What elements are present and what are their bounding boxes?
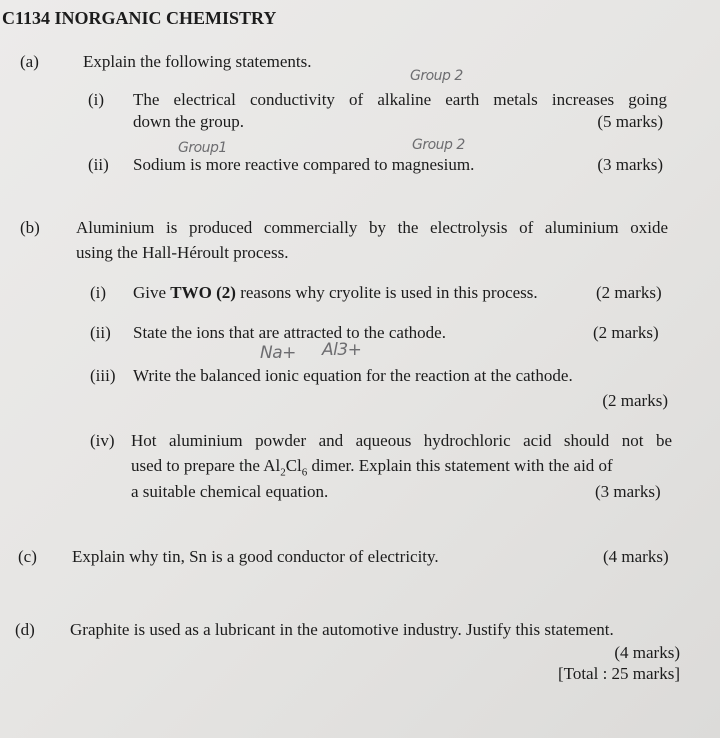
question-c-label: (c) [18, 547, 37, 566]
handwritten-note: Group 2 [410, 68, 463, 84]
marks: (5 marks) [597, 112, 663, 131]
subscript: 6 [301, 466, 308, 479]
question-b-iv-label: (iv) [90, 431, 115, 450]
question-b-i-text [133, 283, 538, 303]
handwritten-note: Group 2 [412, 137, 465, 153]
question-b-line2: using the Hall-Héroult process. [76, 243, 289, 262]
question-b-iii-text: Write the balanced ionic equation for the reaction at the cathode. [133, 366, 573, 385]
page-title: C1134 INORGANIC CHEMISTRY [2, 8, 277, 28]
emphasis: TWO (2) [170, 283, 236, 302]
marks: (3 marks) [595, 482, 661, 501]
total-marks: [Total : 25 marks] [557, 664, 680, 683]
question-b-iv-line2 [131, 456, 613, 482]
text: Give [133, 283, 171, 302]
question-b-ii-text: State the ions that are attracted to the cathode. [133, 323, 446, 342]
text: reasons why cryolite is used in this process. [235, 283, 538, 302]
question-a-ii-text: Sodium is more reactive compared to magnesium. [133, 155, 475, 174]
marks: (4 marks) [614, 643, 680, 662]
handwritten-note: Group1 [178, 140, 227, 156]
question-a-text: Explain the following statements. [83, 52, 312, 71]
question-a-i-label: (i) [88, 90, 105, 109]
formula: Al [263, 456, 281, 475]
text: used to prepare the [131, 456, 264, 475]
question-d-label: (d) [15, 620, 35, 639]
question-a-i-line1: The electrical conductivity of alkaline earth metals increases going [133, 90, 667, 109]
marks: (2 marks) [596, 283, 662, 302]
question-b-line1: Aluminium is produced commercially by the electrolysis of aluminium oxide [76, 218, 668, 237]
question-d-text: Graphite is used as a lubricant in the automotive industry. Justify this statement. [70, 620, 614, 639]
question-a-label: (a) [20, 52, 39, 71]
text: dimer. Explain this statement with the aid of [307, 456, 613, 475]
question-b-iii-label: (iii) [90, 366, 116, 385]
marks: (2 marks) [602, 391, 668, 410]
question-b-iv-line1: Hot aluminium powder and aqueous hydrochloric acid should not be [131, 431, 672, 450]
formula: Cl [285, 456, 302, 475]
marks: (4 marks) [603, 547, 669, 566]
handwritten-note: Al3+ [322, 340, 362, 360]
question-c-text: Explain why tin, Sn is a good conductor of electricity. [72, 547, 439, 566]
question-b-iv-line3: a suitable chemical equation. [131, 482, 329, 501]
question-b-label: (b) [20, 218, 40, 237]
marks: (3 marks) [597, 155, 663, 174]
question-a-i-line2: down the group. [133, 112, 244, 131]
subscript: 2 [280, 466, 286, 479]
handwritten-note: Na+ [260, 343, 296, 363]
marks: (2 marks) [593, 323, 659, 342]
question-b-i-label: (i) [90, 283, 107, 302]
question-a-ii-label: (ii) [88, 155, 109, 174]
question-b-ii-label: (ii) [90, 323, 111, 342]
